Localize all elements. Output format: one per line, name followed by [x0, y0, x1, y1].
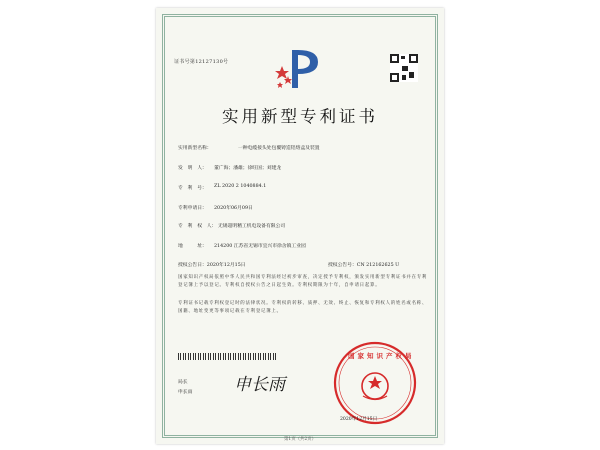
field-label-patent-number: 专 利 号：	[178, 186, 207, 191]
grant-announcement-date: 授权公告日：2020年12月15日	[178, 263, 246, 268]
certificate-paper	[156, 8, 444, 444]
field-value-filing-date: 2020年06月09日	[214, 206, 253, 211]
qr-code	[390, 54, 418, 82]
certificate-number: 证书号第12127130号	[174, 59, 229, 65]
field-value-inventor: 董广海；潘雄；徐旺国；刘建龙	[214, 166, 282, 171]
field-label-patentee: 专 利 权 人：	[178, 224, 217, 229]
seal-date: 2020年12月15日	[340, 417, 378, 422]
handwritten-signature: 申长雨	[234, 375, 285, 395]
barcode	[178, 353, 278, 360]
field-value-patent-number: ZL 2020 2 1040884.1	[214, 184, 267, 189]
page-footer: 第1页（共2页）	[284, 437, 316, 442]
field-value-address: 214200 江苏省无锡市宜兴市徐舍镇工业园	[214, 244, 306, 249]
logo-star-tiny	[277, 82, 283, 88]
seal-text: 国家知识产权局	[348, 352, 415, 360]
seal-star	[368, 376, 382, 389]
logo-letter-shape	[292, 50, 318, 88]
field-label-address: 地 址：	[178, 244, 207, 249]
body-paragraph-2: 专利证书记载专利权登记时的法律状况。专利权的转移、质押、无效、终止、恢复和专利权人的姓名或名称、国籍、地址变更等事项记载在专利登记簿上。	[178, 301, 428, 315]
signature-title: 局长	[178, 380, 188, 385]
patent-office-logo	[272, 46, 326, 92]
grant-announcement-number: 授权公告号：CN 212162625 U	[328, 263, 400, 268]
field-label-filing-date: 专利申请日：	[178, 206, 207, 211]
certificate-title: 实用新型专利证书	[222, 107, 378, 126]
signature-name: 申长雨	[178, 390, 193, 395]
field-value-patentee: 无锡超明精工机电设备有限公司	[218, 224, 286, 229]
field-label-utility-model-name: 实用新型名称：	[178, 146, 212, 151]
logo-star-large	[275, 66, 289, 79]
field-label-inventor: 发 明 人：	[178, 166, 207, 171]
field-value-utility-model-name: 一种电缆接头处包覆铸造铝熔盒及装置	[238, 146, 320, 151]
body-paragraph-1: 国家知识产权局依照中华人民共和国专利法经过初步审查，决定授予专利权，颁发实用新型专利证书并在专利登记簿上予以登记。专利权自授权公告之日起生效。专利权期限为十年，自申请日起算。	[178, 275, 428, 289]
